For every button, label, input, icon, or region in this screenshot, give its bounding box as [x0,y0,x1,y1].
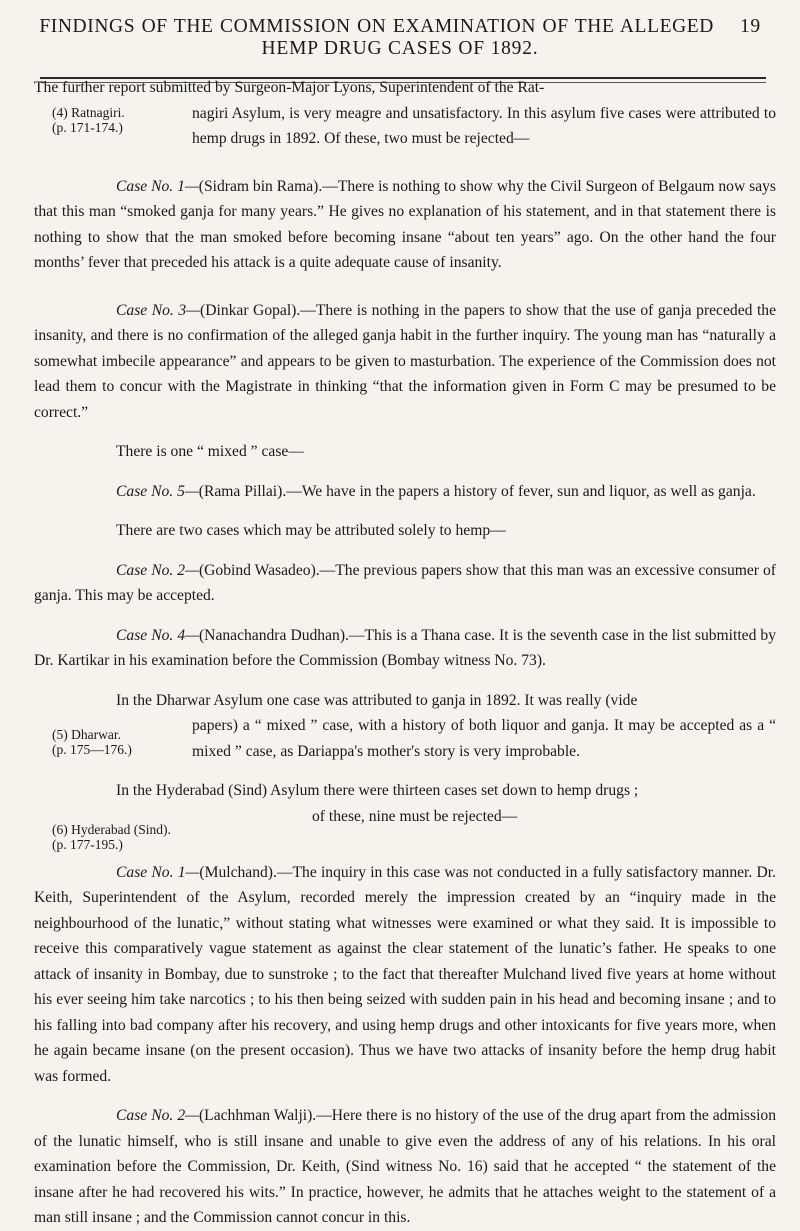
case-text: (Rama Pillai).—We have in the papers a history of fever, sun and liquor, as well as ganja. [198,482,756,500]
margin-note-dharwar [34,713,192,757]
margin-note-ref: (p. 175—176.) [52,742,132,757]
margin-note-title: (4) Ratnagiri. [52,104,125,120]
case-text: (Dinkar Gopal).—There is nothing in the papers to show that the use of ganja preceded the insanity, and there is no confirmation of the alleged ganja habit in the further inquiry. The young man has “naturally a somewhat imbecile appearance” and appears to be given to masturbation. The experience of the Commission does not lead them to concur with the Magistrate in thinking “that the information given in Form C may be presumed to be correct.” [34,301,776,421]
para-case5 [34,479,776,505]
para-mixed-intro: There is one “ mixed ” case— [116,443,304,460]
margin-note-title: (6) Hyderabad (Sind). [52,821,171,837]
page-number: 19 [739,16,761,37]
dharwar-section [34,713,776,764]
hyderabad-body [192,804,776,830]
ratnagiri-body-text: nagiri Asylum, is very meagre and unsatisfactory. In this asylum five cases were attributed to hemp drugs in 1892. Of these, two must be rejected— [192,104,776,147]
header-title-1: FINDINGS OF THE COMMISSION ON EXAMINATION OF THE ALLEGED [39,16,714,37]
para-case4 [34,623,776,674]
para-case2 [34,558,776,609]
ratnagiri-body [192,101,776,152]
dharwar-body [192,713,776,764]
hyderabad-intro: In the Hyderabad (Sind) Asylum there were thirteen cases set down to hemp drugs ; [116,782,639,799]
ratnagiri-section [34,101,776,152]
hyderabad-body-text: of these, nine must be rejected— [312,807,518,825]
case-text: (Gobind Wasadeo).—The previous papers show that this man was an excessive consumer of ganja. This may be accepted. [34,561,776,604]
dharwar-body-text: papers) a “ mixed ” case, with a history of both liquor and ganja. It may be accepted as a “ mixed ” case, as Dariappa's mother's story is very improbable. [192,717,776,760]
header-line-1 [0,16,800,38]
hyderabad-section [34,804,776,852]
case-label: Case No. 2— [116,561,199,579]
case-label: Case No. 1— [116,177,199,195]
case-label: Case No. 4— [116,626,199,644]
margin-note-hyderabad [34,804,192,852]
para-hyd-case2 [34,1103,776,1231]
case-text: (Mulchand).—The inquiry in this case was not conducted in a fully satisfactory manner. Dr. Keith, Superintendent of the Asylum, recorded merely the impression created by an “inquiry made in the neighbourhood of the lunatic,” without stating what witnesses were examined or what they said. It is impossible to receive this comparatively vague statement as against the clear statement of the lunatic’s father. He speaks to one attack of insanity in Bombay, due to sunstroke ; to the fact that thereafter Mulchand lived five years at home without his ever seeing him take narcotics ; to his then being seized with sudden pain in his head and becoming insane ; and to his falling into bad company after his recovery, and using hemp drugs and other intoxicants for five years more, when he again became insane (on the present occasion). Thus we have two attacks of insanity before the hemp drug habit was formed. [34,863,776,1085]
case-text: (Nanachandra Dudhan).—This is a Thana case. It is the seventh case in the list submitted by Dr. Kartikar in his examination before the Commission (Bombay witness No. 73). [34,626,776,669]
para-case1 [34,174,776,276]
page-body [34,75,776,1231]
case-text: (Lachhman Walji).—Here there is no history of the use of the drug apart from the admission of the lunatic himself, who is still insane and unable to give even the address of any of his relations. In his oral examination before the Commission, Dr. Keith, (Sind witness No. 16) said that he accepted “ the statement of the insane after he had recovered his wits.” In practice, however, he admits that he attaches weight to the statement of a man still insane ; and the Commission cannot concur in this. [34,1107,776,1226]
case-label: Case No. 2— [116,1107,199,1124]
page-header [0,0,800,61]
case-label: Case No. 5— [116,482,199,500]
margin-note-ref: (p. 171-174.) [52,119,123,135]
para-case3 [34,298,776,426]
case-text: (Sidram bin Rama).—There is nothing to show why the Civil Surgeon of Belgaum now says that this man “smoked ganja for many years.” He gives no explanation of his statement, and in that statement there is nothing to show that the man smoked before becoming insane “about ten years” ago. On the other hand the four months’ fever that preceded his attack is a quite adequate cause of insanity. [34,177,776,271]
margin-note-ratnagiri [34,101,192,135]
margin-note-title: (5) Dharwar. [52,727,121,742]
case-label: Case No. 3— [116,301,201,319]
header-line-2: HEMP DRUG CASES OF 1892. [261,38,539,60]
ratnagiri-intro: The further report submitted by Surgeon-Major Lyons, Superintendent of the Rat- [34,79,545,96]
case-label: Case No. 1— [116,863,200,881]
para-solely-intro: There are two cases which may be attributed solely to hemp— [116,522,506,539]
dharwar-intro: In the Dharwar Asylum one case was attributed to ganja in 1892. It was really (vide [116,691,638,709]
margin-note-ref: (p. 177-195.) [52,836,123,852]
para-hyd-case1 [34,860,776,1090]
